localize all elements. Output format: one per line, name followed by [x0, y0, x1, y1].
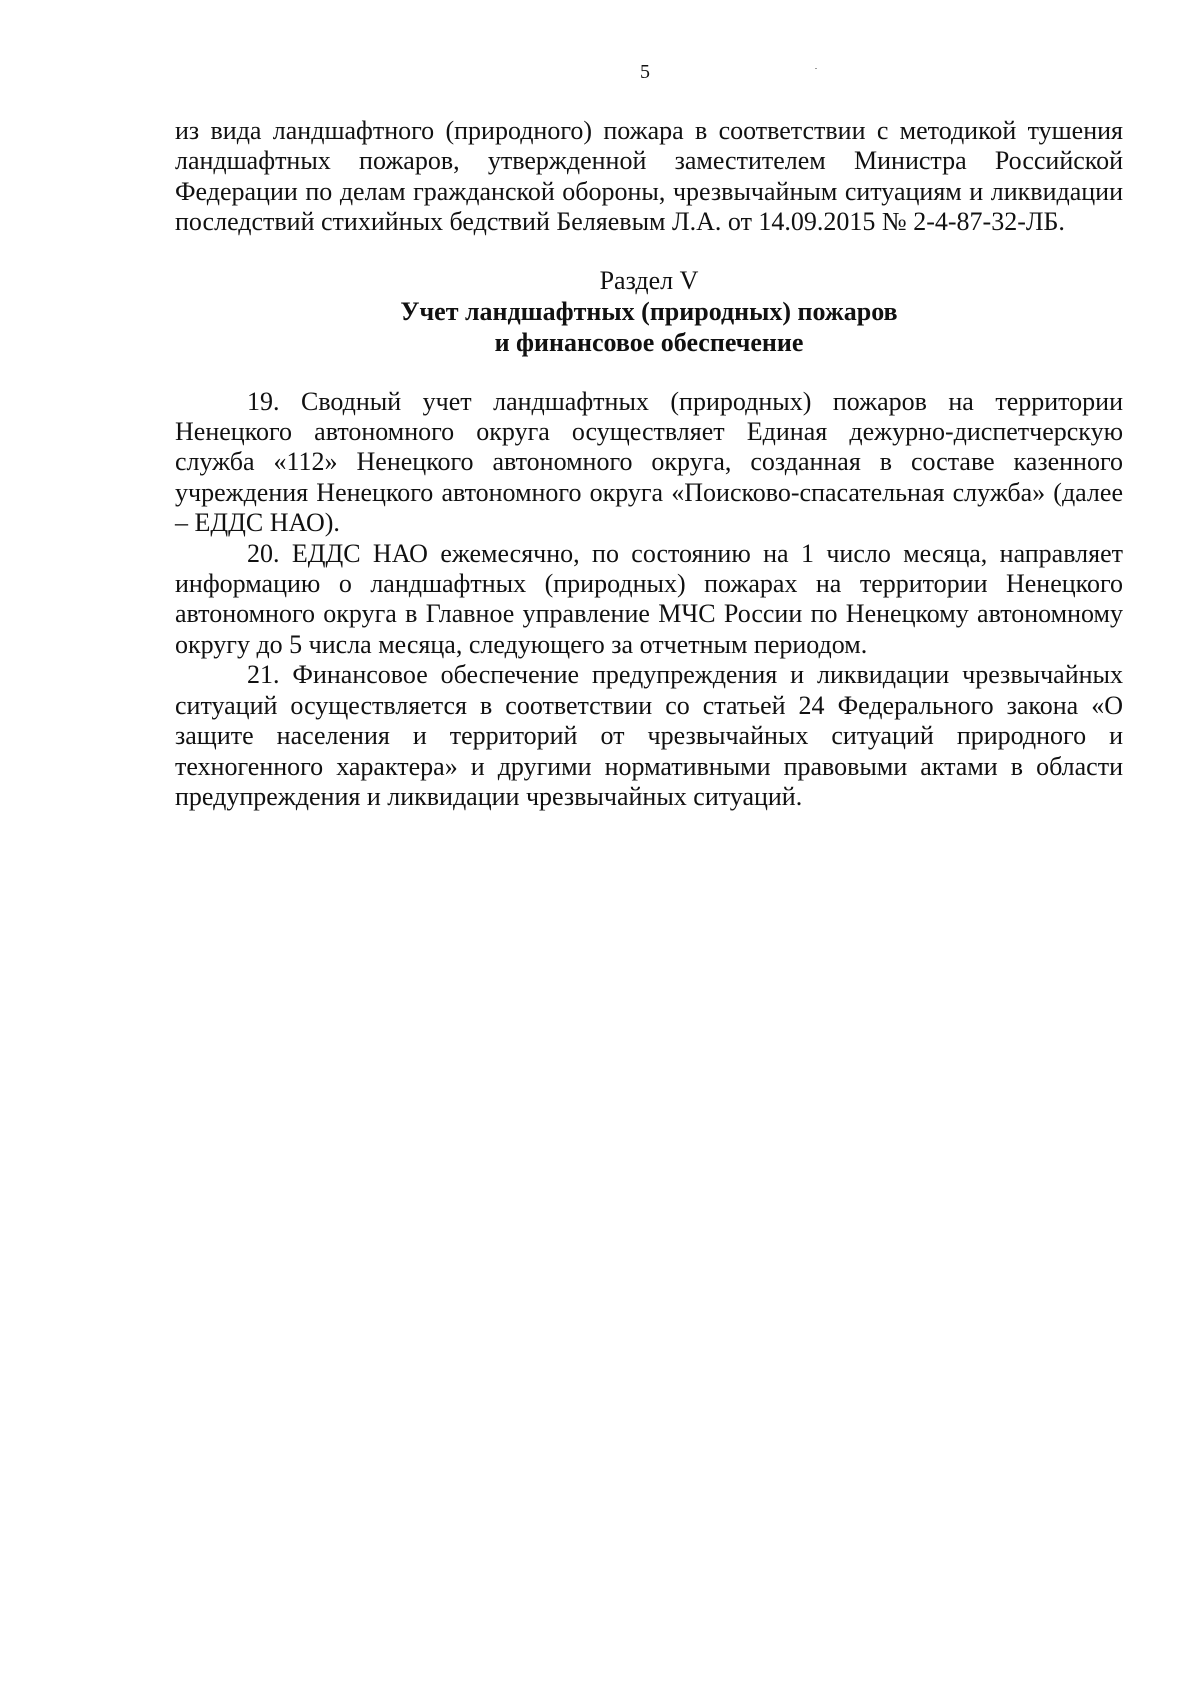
page-number: 5: [640, 61, 650, 83]
section-label: Раздел V: [599, 265, 699, 295]
paragraph-20: 20. ЕДДС НАО ежемесячно, по состоянию на 1 число месяца, направляет информацию о ландшафтных (природных) пожарах на территории Ненецкого автономного округа в Главное управление МЧС России по Ненецкому автономному округу до 5 числа месяца, следующего за отчетным периодом.: [175, 538, 1123, 659]
section-title-line-2: и финансовое обеспечение: [494, 327, 804, 357]
section-heading: [175, 265, 1123, 358]
paragraph-21: 21. Финансовое обеспечение предупреждения и ликвидации чрезвычайных ситуаций осуществляется в соответствии со статьей 24 Федерального закона «О защите населения и территорий от чрезвычайных ситуаций природного и техногенного характера» и другими нормативными правовыми актами в области предупреждения и ликвидации чрезвычайных ситуаций.: [175, 660, 1123, 811]
intro-paragraph: из вида ландшафтного (природного) пожара в соответствии с методикой тушения ландшафтных пожаров, утвержденной заместителем Министра Российской Федерации по делам гражданской обороны, чрезвычайным ситуациям и ликвидации последствий стихийных бедствий Беляевым Л.А. от 14.09.2015 № 2-4-87-32-ЛБ.: [175, 116, 1123, 237]
document-body: [175, 116, 1123, 812]
scan-speck: [815, 68, 817, 69]
section-title-line-1: Учет ландшафтных (природных) пожаров: [400, 296, 898, 326]
paragraph-19: 19. Сводный учет ландшафтных (природных) пожаров на территории Ненецкого автономного округа осуществляет Единая дежурно-диспетчерскую служба «112» Ненецкого автономного округа, созданная в составе казенного учреждения Ненецкого автономного округа «Поисково-спасательная служба» (далее – ЕДДС НАО).: [175, 386, 1123, 538]
